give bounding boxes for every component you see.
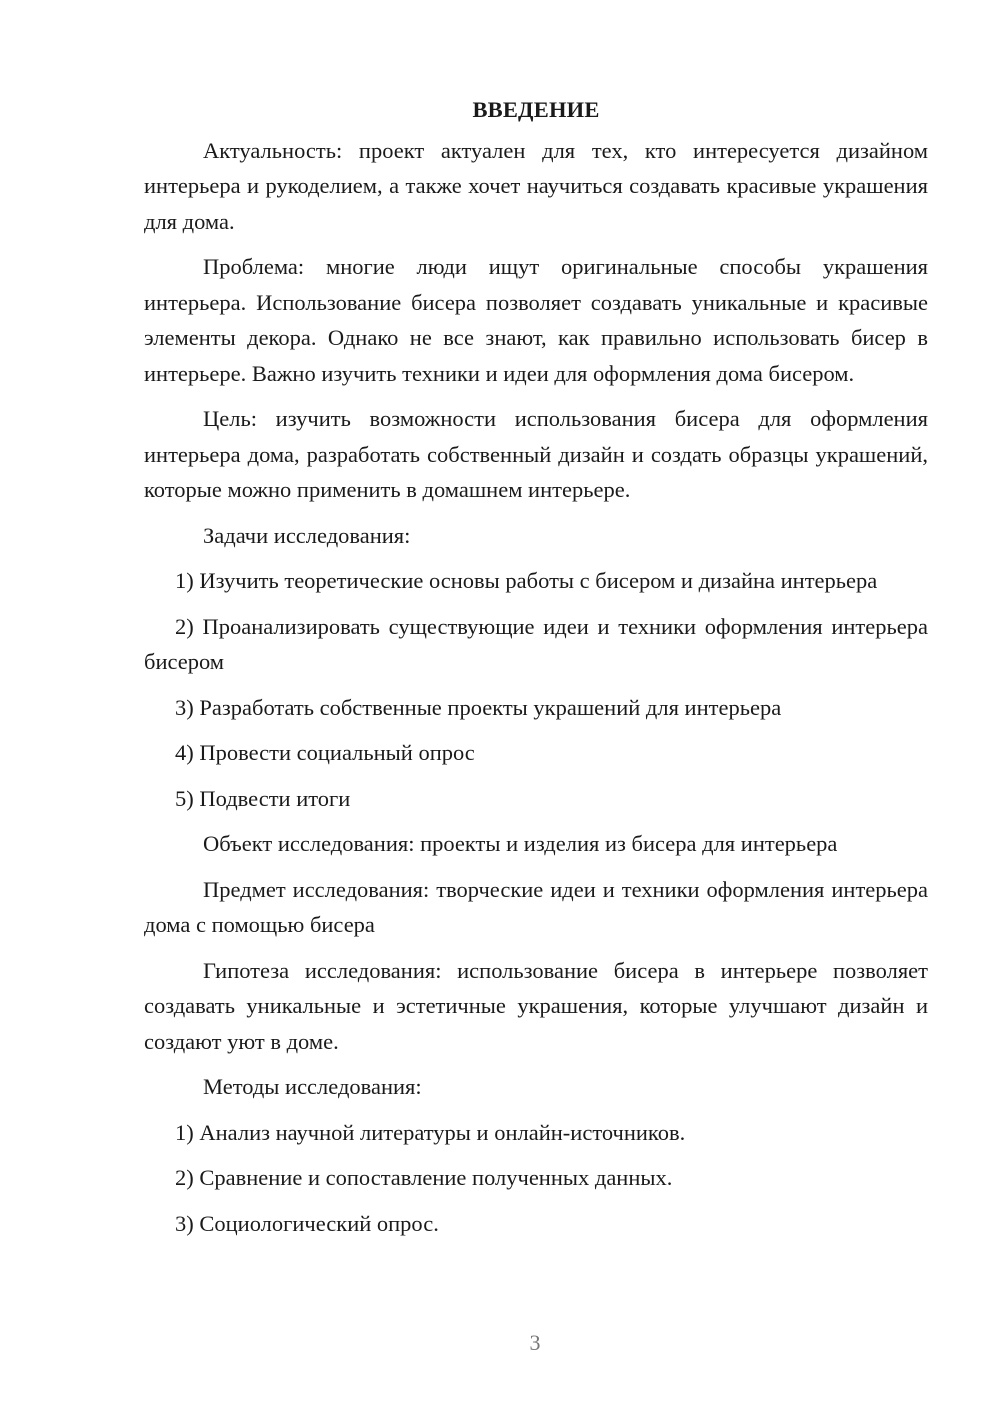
hypothesis-paragraph: Гипотеза исследования: использование бисера в интерьере позволяет создавать уникальные и эстетичные украшения, которые улучшают дизайн и создают уют в доме. bbox=[144, 957, 928, 1054]
methods-heading: Методы исследования: bbox=[203, 1074, 422, 1099]
task-item-4: 4) Провести социальный опрос bbox=[175, 740, 475, 765]
task-item-2: 2) Проанализировать существующие идеи и техники оформления интерьера бисером bbox=[144, 613, 928, 674]
document-body bbox=[144, 92, 928, 1251]
method-item-3: 3) Социологический опрос. bbox=[175, 1210, 439, 1236]
page-number: 3 bbox=[529, 1330, 541, 1355]
tasks-heading: Задачи исследования: bbox=[203, 522, 411, 548]
problem-paragraph: Проблема: многие люди ищут оригинальные способы украшения интерьера. Использование бисера позволяет создавать уникальные и красивые элементы декора. Однако не все знают, как правильно использовать бисер в интерьере. Важно изучить техники и идеи для оформления дома бисером. bbox=[144, 254, 928, 386]
goal-paragraph: Цель: изучить возможности использования бисера для оформления интерьера дома, разработать собственный дизайн и создать образцы украшений, которые можно применить в домашнем интерьере. bbox=[144, 406, 928, 502]
object-paragraph: Объект исследования: проекты и изделия из бисера для интерьера bbox=[203, 831, 838, 856]
method-item-2: 2) Сравнение и сопоставление полученных данных. bbox=[175, 1165, 673, 1190]
relevance-paragraph: Актуальность: проект актуален для тех, кто интересуется дизайном интерьера и рукоделием, а также хочет научиться создавать красивые украшения для дома. bbox=[144, 137, 928, 234]
task-item-1: 1) Изучить теоретические основы работы с бисером и дизайна интерьера bbox=[175, 568, 878, 593]
task-item-3: 3) Разработать собственные проекты украшений для интерьера bbox=[175, 694, 782, 720]
section-title: ВВЕДЕНИЕ bbox=[472, 97, 600, 122]
method-item-1: 1) Анализ научной литературы и онлайн-источников. bbox=[175, 1119, 686, 1145]
subject-paragraph: Предмет исследования: творческие идеи и техники оформления интерьера дома с помощью бисера bbox=[144, 876, 928, 937]
task-item-5: 5) Подвести итоги bbox=[175, 785, 351, 811]
